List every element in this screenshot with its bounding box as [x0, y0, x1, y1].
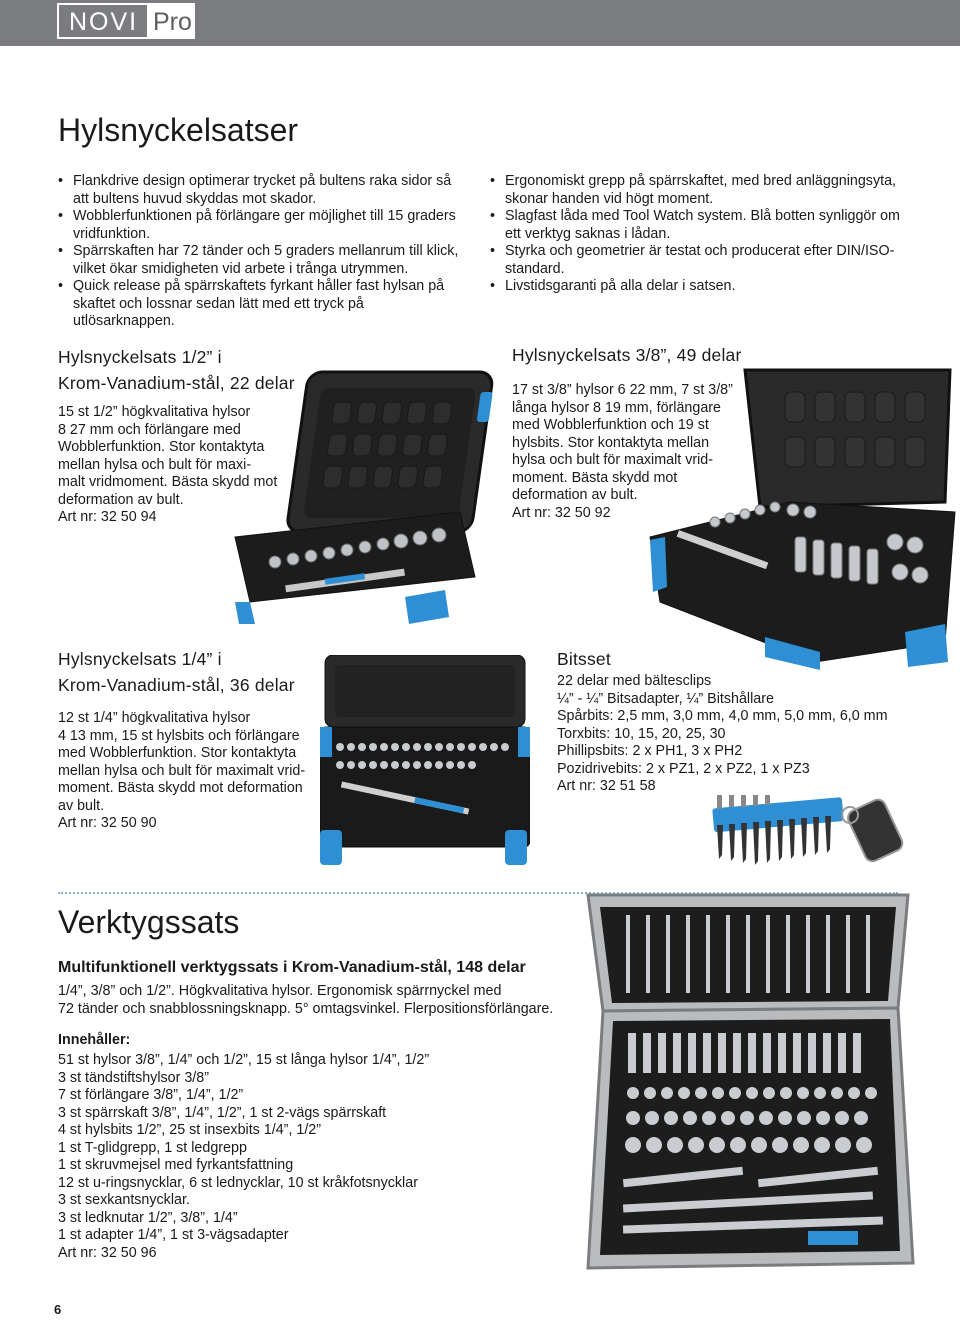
- desc-line: malt vridmoment. Bästa skydd mot: [58, 474, 278, 490]
- feature-list-left: [58, 173, 468, 331]
- desc-line: 8 27 mm och förlängare med: [58, 421, 241, 438]
- logo-pro-text: Pro: [147, 5, 193, 37]
- page-number-tab: [0, 1290, 100, 1320]
- desc-line: Spårbits: 2,5 mm, 3,0 mm, 4,0 mm, 5,0 mm, 6,0 mm: [557, 708, 888, 724]
- desc-line: Wobblerfunktion. Stor kontaktyta: [58, 439, 265, 455]
- feature-item: • Spärrskaften har 72 tänder och 5 graders mellanrum till klick, vilket ökar smidigheten vid arbete i trånga utrymmen.: [58, 243, 468, 278]
- product-description-bitsset: [557, 673, 907, 796]
- product-title-line: Hylsnyckelsats 1/4” i: [58, 649, 222, 669]
- product-title-1-4: [58, 646, 295, 698]
- desc-line: mellan hylsa och bult för maximalt vrid-: [58, 762, 306, 779]
- desc-line: 4 13 mm, 15 st hylsbits och förlängare: [58, 727, 300, 744]
- article-number: Art nr: 32 50 94: [58, 509, 157, 525]
- contents-label: Innehåller:: [58, 1032, 131, 1048]
- contents-item: 51 st hylsor 3/8”, 1/4” och 1/2”, 15 st långa hylsor 1/4”, 1/2”: [58, 1052, 430, 1068]
- desc-line: moment. Bästa skydd mot: [512, 469, 678, 486]
- product-image-case-3-8: [645, 362, 960, 674]
- contents-item: 3 st spärrskaft 3/8”, 1/4”, 1/2”, 1 st 2-vägs spärrskaft: [58, 1104, 387, 1121]
- product-title-bitsset: Bitsset: [557, 649, 611, 669]
- article-number: Art nr: 32 50 92: [512, 504, 611, 521]
- header-bar: [0, 0, 960, 46]
- contents-item: 12 st u-ringsnycklar, 6 st lednycklar, 10 st kråkfotsnycklar: [58, 1174, 418, 1191]
- desc-line: hylsa och bult för maximalt vrid-: [512, 452, 714, 468]
- product-title-3-8: Hylsnyckelsats 3/8”, 49 delar: [512, 345, 742, 365]
- contents-item: 4 st hylsbits 1/2”, 25 st insexbits 1/4”, 1/2”: [58, 1122, 322, 1138]
- page-number: 6: [54, 1302, 62, 1317]
- contents-item: 1 st T-glidgrepp, 1 st ledgrepp: [58, 1139, 247, 1156]
- desc-line: moment. Bästa skydd mot deformation: [58, 780, 303, 796]
- section-title-hylsnyckelsatser: Hylsnyckelsatser: [58, 112, 299, 148]
- product-title-line: Krom-Vanadium-stål, 22 delar: [58, 373, 295, 393]
- contents-item: 7 st förlängare 3/8”, 1/4”, 1/2”: [58, 1087, 244, 1103]
- feature-item: • Ergonomiskt grepp på spärrskaftet, med bred anläggningsyta, skonar handen vid högt moment.: [490, 173, 910, 208]
- section-title-verktygssats: Verktygssats: [58, 904, 240, 940]
- contents-item: 1 st adapter 1/4”, 1 st 3-vägsadapter: [58, 1227, 289, 1243]
- intro-line: 72 tänder och snabblossningsknapp. 5° omtagsvinkel. Flerpositionsförlängare.: [58, 1000, 554, 1017]
- desc-line: ¼” - ¼” Bitsadapter, ¼” Bitshållare: [557, 690, 774, 707]
- product-description-1-4: [58, 710, 323, 833]
- desc-line: mellan hylsa och bult för maxi-: [58, 456, 252, 473]
- feature-item: • Flankdrive design optimerar trycket på bultens raka sidor så att bultens huvud skyddas mot skador.: [58, 173, 468, 208]
- contents-item: 3 st sexkantsnycklar.: [58, 1192, 190, 1208]
- feature-item: • Quick release på spärrskaftets fyrkant håller fast hylsan på skaftet och lossnar sedan lätt med ett tryck på utlösarknappen.: [58, 278, 468, 331]
- desc-line: av bult.: [58, 797, 105, 814]
- feature-item: • Wobblerfunktionen på förlängare ger möjlighet till 15 graders vridfunktion.: [58, 208, 468, 243]
- product-title-line: Krom-Vanadium-stål, 36 delar: [58, 675, 295, 695]
- novipro-logo: [57, 3, 195, 39]
- desc-line: Phillipsbits: 2 x PH1, 3 x PH2: [557, 743, 743, 759]
- product-image-case-1-2: [215, 362, 505, 627]
- product-image-case-1-4: [320, 655, 530, 867]
- desc-line: 22 delar med bältesclips: [557, 673, 712, 689]
- feature-item: • Styrka och geometrier är testat och producerat efter DIN/ISO-standard.: [490, 243, 910, 278]
- section-subtitle: Multifunktionell verktygssats i Krom-Vanadium-stål, 148 delar: [58, 959, 526, 976]
- article-number: Art nr: 32 51 58: [557, 778, 656, 794]
- desc-line: Torxbits: 10, 15, 20, 25, 30: [557, 725, 726, 742]
- desc-line: långa hylsor 8 19 mm, förlängare: [512, 399, 722, 416]
- desc-line: deformation av bult.: [512, 487, 638, 503]
- desc-line: 15 st 1/2” högkvalitativa hylsor: [58, 404, 251, 420]
- product-image-toolcase-148: [578, 893, 918, 1273]
- desc-line: hylsbits. Stor kontaktyta mellan: [512, 434, 710, 451]
- desc-line: deformation av bult.: [58, 491, 184, 508]
- desc-line: med Wobblerfunktion och 19 st: [512, 417, 709, 433]
- desc-line: 17 st 3/8” hylsor 6 22 mm, 7 st 3/8”: [512, 382, 733, 398]
- article-number: Art nr: 32 50 90: [58, 815, 157, 831]
- contents-list: [58, 1052, 518, 1262]
- contents-item: 3 st ledknutar 1/2”, 3/8”, 1/4”: [58, 1209, 238, 1226]
- feature-list-right: [490, 173, 910, 296]
- desc-line: 12 st 1/4” högkvalitativa hylsor: [58, 710, 251, 726]
- article-number: Art nr: 32 50 96: [58, 1244, 157, 1261]
- feature-item: • Livstidsgaranti på alla delar i satsen.: [490, 278, 910, 296]
- feature-item: • Slagfast låda med Tool Watch system. Blå botten synliggör om ett verktyg saknas i lådan.: [490, 208, 910, 243]
- product-title-line: Hylsnyckelsats 1/2” i: [58, 347, 222, 367]
- logo-novi-text: NOVI: [69, 8, 139, 36]
- contents-item: 1 st skruvmejsel med fyrkantsfattning: [58, 1157, 294, 1173]
- section-intro: [58, 983, 618, 1018]
- intro-line: 1/4”, 3/8” och 1/2”. Högkvalitativa hylsor. Ergonomisk spärrnyckel med: [58, 983, 502, 999]
- desc-line: Pozidrivebits: 2 x PZ1, 2 x PZ2, 1 x PZ3: [557, 760, 810, 777]
- contents-item: 3 st tändstiftshylsor 3/8”: [58, 1069, 209, 1086]
- product-image-bitsset: [705, 795, 910, 875]
- desc-line: med Wobblerfunktion. Stor kontaktyta: [58, 745, 297, 761]
